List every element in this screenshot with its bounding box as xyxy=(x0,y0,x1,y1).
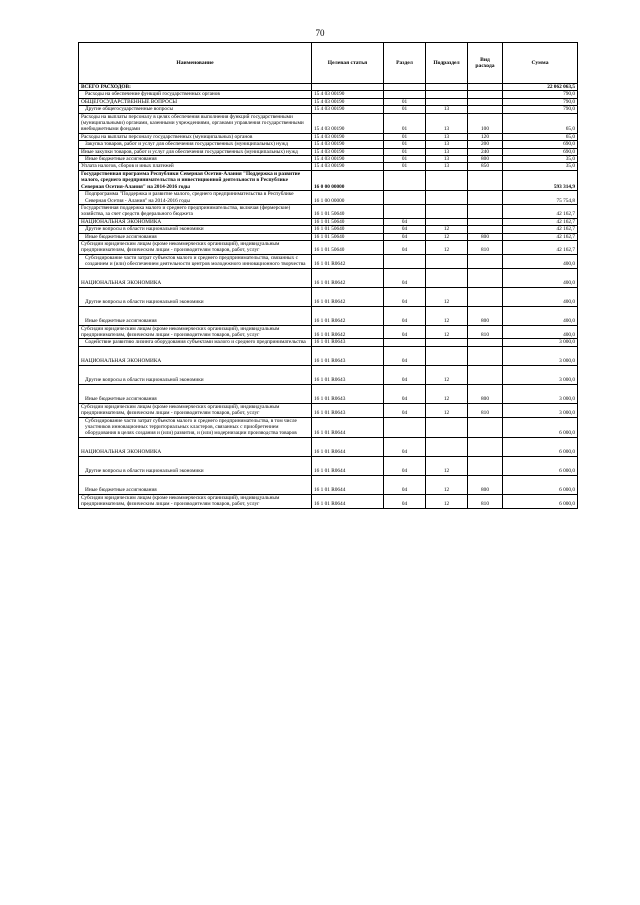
table-row xyxy=(79,91,578,98)
row-kind-cell xyxy=(468,287,503,306)
column-header-article: Целевая статья xyxy=(312,43,384,84)
table-row xyxy=(79,365,578,384)
table-row xyxy=(79,437,578,456)
row-article-cell: 16 1 01 R0642 xyxy=(312,306,384,325)
row-sum-cell: 400,0 xyxy=(503,306,578,325)
row-subsection-cell xyxy=(426,346,468,365)
row-article-cell xyxy=(312,84,384,91)
row-kind-cell xyxy=(468,106,503,113)
row-sum-cell: 6 000,0 xyxy=(503,456,578,475)
row-sum-cell: 6 000,0 xyxy=(503,417,578,437)
row-sum-cell: 42 162,7 xyxy=(503,218,578,225)
row-kind-cell: 800 xyxy=(468,384,503,403)
table-row xyxy=(79,226,578,233)
row-sum-cell: 6 000,0 xyxy=(503,437,578,456)
row-section-cell: 04 xyxy=(384,475,426,494)
row-section-cell xyxy=(384,191,426,205)
table-row xyxy=(79,339,578,346)
row-name-cell: Иные бюджетные ассигнования xyxy=(79,384,312,403)
table-row xyxy=(79,306,578,325)
column-header-sum: Сумма xyxy=(503,43,578,84)
row-kind-cell: 800 xyxy=(468,156,503,163)
row-section-cell: 01 xyxy=(384,106,426,113)
row-name-cell: Иные бюджетные ассигнования xyxy=(79,475,312,494)
row-subsection-cell xyxy=(426,437,468,456)
table-row xyxy=(79,106,578,113)
row-section-cell: 01 xyxy=(384,156,426,163)
row-article-cell: 16 1 01 50640 xyxy=(312,233,384,240)
row-article-cell: 15 4 03 00190 xyxy=(312,148,384,155)
row-article-cell: 15 4 03 00190 xyxy=(312,113,384,133)
table-row xyxy=(79,98,578,105)
row-article-cell: 16 0 00 00000 xyxy=(312,170,384,190)
row-name-cell: Субсидии юридическим лицам (кроме некоммерческих организаций), индивидуальным предпринимателям, физическим лицам - производителям товаров, работ, услуг xyxy=(79,325,312,339)
row-sum-cell: 42 162,7 xyxy=(503,204,578,218)
row-section-cell: 04 xyxy=(384,226,426,233)
row-kind-cell: 800 xyxy=(468,233,503,240)
budget-table xyxy=(78,42,578,509)
row-name-cell: Расходы на выплаты персоналу государственных (муниципальных) органов xyxy=(79,133,312,140)
row-kind-cell xyxy=(468,226,503,233)
row-sum-cell: 690,0 xyxy=(503,148,578,155)
row-name-cell: Субсидии юридическим лицам (кроме некоммерческих организаций), индивидуальным предпринимателям, физическим лицам - производителям товаров, работ, услуг xyxy=(79,403,312,417)
row-subsection-cell: 12 xyxy=(426,306,468,325)
column-header-section: Раздел xyxy=(384,43,426,84)
row-subsection-cell xyxy=(426,254,468,268)
row-name-cell: Субсидирование части затрат субъектов малого и среднего предпринимательства, в том числе участников инновационных территориальных кластеров, связанных с приобретением оборудования в целях создания и (или) развития, и (или) модернизации производства товаров xyxy=(79,417,312,437)
row-subsection-cell: 12 xyxy=(426,240,468,254)
table-row xyxy=(79,141,578,148)
row-subsection-cell: 13 xyxy=(426,163,468,170)
row-article-cell: 16 1 01 R0644 xyxy=(312,417,384,437)
row-name-cell: Другие вопросы в области национальной экономики xyxy=(79,456,312,475)
table-row xyxy=(79,475,578,494)
row-sum-cell: 593 314,9 xyxy=(503,170,578,190)
row-article-cell: 16 1 01 R0643 xyxy=(312,339,384,346)
row-article-cell: 16 1 01 R0642 xyxy=(312,254,384,268)
row-section-cell: 04 xyxy=(384,218,426,225)
row-article-cell: 16 1 01 R0644 xyxy=(312,475,384,494)
row-kind-cell xyxy=(468,218,503,225)
page-number: 70 xyxy=(315,28,325,38)
row-name-cell: Другие вопросы в области национальной экономики xyxy=(79,287,312,306)
row-kind-cell xyxy=(468,170,503,190)
table-row xyxy=(79,456,578,475)
row-article-cell: 16 1 01 50640 xyxy=(312,218,384,225)
row-sum-cell: 400,0 xyxy=(503,254,578,268)
row-section-cell: 01 xyxy=(384,113,426,133)
row-subsection-cell xyxy=(426,339,468,346)
row-subsection-cell: 13 xyxy=(426,141,468,148)
row-subsection-cell: 12 xyxy=(426,384,468,403)
row-name-cell: Иные бюджетные ассигнования xyxy=(79,306,312,325)
row-sum-cell: 3 000,0 xyxy=(503,403,578,417)
row-subsection-cell: 12 xyxy=(426,403,468,417)
row-sum-cell: 790,0 xyxy=(503,91,578,98)
row-kind-cell xyxy=(468,268,503,287)
row-article-cell: 16 1 01 50640 xyxy=(312,240,384,254)
row-name-cell: НАЦИОНАЛЬНАЯ ЭКОНОМИКА xyxy=(79,268,312,287)
row-article-cell: 16 1 01 R0644 xyxy=(312,494,384,508)
row-name-cell: Подпрограмма "Поддержка и развитие малого, среднего предпринимательства в Республике Северная Осетия - Алания" на 2014-2016 годы xyxy=(79,191,312,205)
row-article-cell: 16 1 01 R0642 xyxy=(312,287,384,306)
row-subsection-cell xyxy=(426,268,468,287)
row-name-cell: Другие вопросы в области национальной экономики xyxy=(79,365,312,384)
table-row xyxy=(79,346,578,365)
row-kind-cell xyxy=(468,191,503,205)
row-sum-cell: 790,0 xyxy=(503,98,578,105)
row-sum-cell: 35,0 xyxy=(503,163,578,170)
table-header-row xyxy=(79,43,578,84)
row-subsection-cell xyxy=(426,98,468,105)
row-sum-cell: 35,0 xyxy=(503,156,578,163)
row-article-cell: 16 1 01 50640 xyxy=(312,226,384,233)
row-sum-cell: 790,0 xyxy=(503,106,578,113)
row-name-cell: Субсидии юридическим лицам (кроме некоммерческих организаций), индивидуальным предпринимателям, физическим лицам - производителям товаров, работ, услуг xyxy=(79,494,312,508)
row-sum-cell: 42 162,7 xyxy=(503,226,578,233)
row-section-cell: 04 xyxy=(384,456,426,475)
row-subsection-cell: 13 xyxy=(426,148,468,155)
table-row xyxy=(79,240,578,254)
table-body xyxy=(79,84,578,509)
row-section-cell: 01 xyxy=(384,148,426,155)
row-sum-cell: 75 754,8 xyxy=(503,191,578,205)
row-kind-cell: 800 xyxy=(468,306,503,325)
row-subsection-cell xyxy=(426,218,468,225)
row-kind-cell: 810 xyxy=(468,325,503,339)
row-section-cell xyxy=(384,254,426,268)
table-row xyxy=(79,268,578,287)
row-name-cell: Субсидирование части затрат субъектов малого и среднего предпринимательства, связанных с созданием и (или) обеспечением деятельности центров молодежного инновационного творчества xyxy=(79,254,312,268)
row-sum-cell: 400,0 xyxy=(503,325,578,339)
row-sum-cell: 3 000,0 xyxy=(503,346,578,365)
row-kind-cell xyxy=(468,417,503,437)
column-header-subsection: Подраздел xyxy=(426,43,468,84)
row-article-cell: 15 4 03 00190 xyxy=(312,91,384,98)
row-name-cell: Государственная программа Республики Северная Осетия-Алания "Поддержка и развитие малого, среднего предпринимательства и инвестиционной деятельности в Республике Северная Осетия-Алания" на 2014-2016 годы xyxy=(79,170,312,190)
row-subsection-cell: 13 xyxy=(426,133,468,140)
row-kind-cell xyxy=(468,346,503,365)
row-kind-cell: 810 xyxy=(468,494,503,508)
row-section-cell xyxy=(384,339,426,346)
row-article-cell: 16 1 01 R0643 xyxy=(312,346,384,365)
table-row xyxy=(79,84,578,91)
row-name-cell: ВСЕГО РАСХОДОВ: xyxy=(79,84,312,91)
row-name-cell: Уплата налогов, сборов и иных платежей xyxy=(79,163,312,170)
row-sum-cell: 3 000,0 xyxy=(503,365,578,384)
table-row xyxy=(79,417,578,437)
row-section-cell: 04 xyxy=(384,268,426,287)
row-subsection-cell xyxy=(426,91,468,98)
row-article-cell: 16 1 01 R0643 xyxy=(312,365,384,384)
row-kind-cell xyxy=(468,456,503,475)
row-kind-cell xyxy=(468,204,503,218)
table-row xyxy=(79,254,578,268)
row-subsection-cell: 12 xyxy=(426,494,468,508)
row-kind-cell: 810 xyxy=(468,403,503,417)
row-name-cell: Иные закупки товаров, работ и услуг для обеспечения государственных (муниципальных) нужд xyxy=(79,148,312,155)
row-section-cell: 01 xyxy=(384,98,426,105)
row-name-cell: Закупка товаров, работ и услуг для обеспечения государственных (муниципальных) нужд xyxy=(79,141,312,148)
table-row xyxy=(79,218,578,225)
row-section-cell: 04 xyxy=(384,287,426,306)
row-section-cell: 04 xyxy=(384,403,426,417)
table-row xyxy=(79,204,578,218)
row-subsection-cell: 12 xyxy=(426,365,468,384)
table-row xyxy=(79,403,578,417)
row-subsection-cell: 12 xyxy=(426,226,468,233)
row-section-cell: 04 xyxy=(384,365,426,384)
row-subsection-cell: 13 xyxy=(426,156,468,163)
row-section-cell xyxy=(384,91,426,98)
row-article-cell: 16 1 01 50640 xyxy=(312,204,384,218)
row-sum-cell: 6 000,0 xyxy=(503,494,578,508)
row-kind-cell: 850 xyxy=(468,163,503,170)
row-sum-cell: 3 000,0 xyxy=(503,384,578,403)
row-subsection-cell: 13 xyxy=(426,113,468,133)
row-sum-cell: 690,0 xyxy=(503,141,578,148)
row-section-cell xyxy=(384,170,426,190)
row-name-cell: Иные бюджетные ассигнования xyxy=(79,156,312,163)
row-sum-cell: 400,0 xyxy=(503,268,578,287)
row-section-cell: 04 xyxy=(384,306,426,325)
row-section-cell: 04 xyxy=(384,346,426,365)
row-kind-cell xyxy=(468,365,503,384)
column-header-name: Наименование xyxy=(79,43,312,84)
row-kind-cell: 100 xyxy=(468,113,503,133)
row-kind-cell xyxy=(468,84,503,91)
row-kind-cell: 200 xyxy=(468,141,503,148)
row-kind-cell: 120 xyxy=(468,133,503,140)
table-row xyxy=(79,191,578,205)
row-section-cell: 04 xyxy=(384,384,426,403)
row-sum-cell: 400,0 xyxy=(503,287,578,306)
row-article-cell: 16 1 01 R0642 xyxy=(312,325,384,339)
table-row xyxy=(79,148,578,155)
row-kind-cell: 240 xyxy=(468,148,503,155)
row-article-cell: 16 1 01 R0644 xyxy=(312,456,384,475)
row-sum-cell: 65,0 xyxy=(503,113,578,133)
row-subsection-cell: 12 xyxy=(426,287,468,306)
row-subsection-cell: 12 xyxy=(426,325,468,339)
row-name-cell: Содействие развитию лизинга оборудования субъектами малого и среднего предпринимательства xyxy=(79,339,312,346)
row-subsection-cell xyxy=(426,204,468,218)
row-article-cell: 15 4 03 00190 xyxy=(312,133,384,140)
row-section-cell xyxy=(384,417,426,437)
row-section-cell: 04 xyxy=(384,494,426,508)
row-kind-cell xyxy=(468,91,503,98)
row-sum-cell: 6 000,0 xyxy=(503,475,578,494)
row-section-cell: 04 xyxy=(384,437,426,456)
row-kind-cell xyxy=(468,254,503,268)
row-sum-cell: 3 000,0 xyxy=(503,339,578,346)
row-subsection-cell: 12 xyxy=(426,475,468,494)
row-section-cell xyxy=(384,204,426,218)
row-subsection-cell xyxy=(426,84,468,91)
row-kind-cell: 800 xyxy=(468,475,503,494)
row-subsection-cell xyxy=(426,417,468,437)
row-article-cell: 15 4 03 00190 xyxy=(312,163,384,170)
table-row xyxy=(79,494,578,508)
row-name-cell: НАЦИОНАЛЬНАЯ ЭКОНОМИКА xyxy=(79,346,312,365)
row-sum-cell: 65,0 xyxy=(503,133,578,140)
column-header-kind: Вид расхода xyxy=(468,43,503,84)
row-name-cell: НАЦИОНАЛЬНАЯ ЭКОНОМИКА xyxy=(79,437,312,456)
row-article-cell: 15 4 03 00190 xyxy=(312,98,384,105)
row-section-cell: 04 xyxy=(384,240,426,254)
row-name-cell: Расходы на обеспечение функций государственных органов xyxy=(79,91,312,98)
row-article-cell: 15 4 03 00190 xyxy=(312,106,384,113)
row-article-cell: 16 1 01 R0642 xyxy=(312,268,384,287)
table-row xyxy=(79,287,578,306)
row-section-cell: 04 xyxy=(384,233,426,240)
row-article-cell: 15 4 03 00190 xyxy=(312,156,384,163)
row-subsection-cell xyxy=(426,191,468,205)
row-article-cell: 16 1 00 00000 xyxy=(312,191,384,205)
table-row xyxy=(79,170,578,190)
table-row xyxy=(79,163,578,170)
table-row xyxy=(79,325,578,339)
row-section-cell xyxy=(384,84,426,91)
row-kind-cell xyxy=(468,98,503,105)
row-section-cell: 01 xyxy=(384,163,426,170)
table-row xyxy=(79,113,578,133)
row-subsection-cell: 12 xyxy=(426,456,468,475)
row-sum-cell: 42 162,7 xyxy=(503,240,578,254)
row-name-cell: Другие общегосударственные вопросы xyxy=(79,106,312,113)
row-name-cell: Другие вопросы в области национальной экономики xyxy=(79,226,312,233)
table-row xyxy=(79,233,578,240)
row-name-cell: ОБЩЕГОСУДАРСТВЕННЫЕ ВОПРОСЫ xyxy=(79,98,312,105)
row-sum-cell: 22 062 063,5 xyxy=(503,84,578,91)
row-name-cell: Иные бюджетные ассигнования xyxy=(79,233,312,240)
row-section-cell: 01 xyxy=(384,133,426,140)
row-article-cell: 16 1 01 R0643 xyxy=(312,384,384,403)
row-kind-cell xyxy=(468,437,503,456)
row-sum-cell: 42 162,7 xyxy=(503,233,578,240)
row-name-cell: Государственная поддержка малого и среднего предпринимательства, включая (фермерские) хозяйства, за счет средств федерального бюджета xyxy=(79,204,312,218)
table-row xyxy=(79,384,578,403)
row-article-cell: 16 1 01 R0644 xyxy=(312,437,384,456)
row-subsection-cell: 12 xyxy=(426,233,468,240)
row-name-cell: Расходы на выплаты персоналу в целях обеспечения выполнения функций государственными (муниципальными) органами, казенными учреждениями, органами управления государственными внебюджетными фондами xyxy=(79,113,312,133)
row-article-cell: 16 1 01 R0643 xyxy=(312,403,384,417)
row-name-cell: Субсидии юридическим лицам (кроме некоммерческих организаций), индивидуальным предпринимателям, физическим лицам - производителям товаров, работ, услуг xyxy=(79,240,312,254)
table-row xyxy=(79,156,578,163)
row-article-cell: 15 4 03 00190 xyxy=(312,141,384,148)
row-kind-cell: 810 xyxy=(468,240,503,254)
row-name-cell: НАЦИОНАЛЬНАЯ ЭКОНОМИКА xyxy=(79,218,312,225)
row-subsection-cell xyxy=(426,170,468,190)
row-kind-cell xyxy=(468,339,503,346)
row-subsection-cell: 13 xyxy=(426,106,468,113)
table-row xyxy=(79,133,578,140)
row-section-cell: 04 xyxy=(384,325,426,339)
row-section-cell: 01 xyxy=(384,141,426,148)
